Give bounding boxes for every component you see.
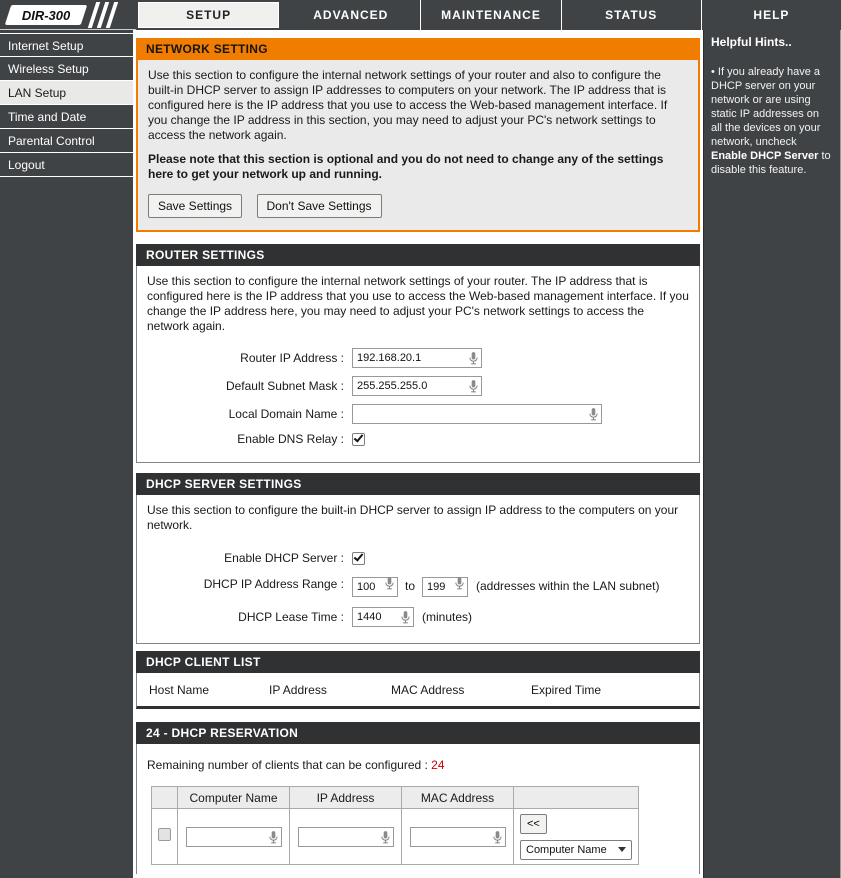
reservation-row: [152, 809, 639, 865]
enable-dhcp-checkbox[interactable]: [352, 552, 365, 565]
client-col-mac-address: MAC Address: [391, 683, 465, 697]
save-settings-button[interactable]: Save Settings: [148, 194, 242, 218]
network-setting-description: Use this section to configure the internal network settings of your router and also to configure the built-in DHCP server to assign IP addresses to computers on your network. The IP address that is configured here is the IP address that you use to access the Web-based management interface. If you change the IP address in this section, you may need to adjust your PC's network settings to access the network again.: [148, 68, 668, 142]
microphone-icon[interactable]: [588, 407, 599, 422]
reservation-row-checkbox[interactable]: [158, 828, 171, 841]
chevron-down-icon: [618, 847, 626, 852]
router-ip-label: Router IP Address :: [240, 351, 344, 365]
tab-maintenance[interactable]: [420, 0, 560, 30]
microphone-icon[interactable]: [268, 830, 279, 845]
router-settings-header: ROUTER SETTINGS: [136, 244, 700, 266]
sidebar-item-parental-control[interactable]: Parental Control: [0, 129, 133, 153]
helpful-hints-body: [711, 65, 833, 177]
microphone-icon[interactable]: [454, 576, 465, 591]
helpful-hints-title: Helpful Hints..: [711, 35, 792, 49]
microphone-icon[interactable]: [468, 379, 479, 394]
dns-relay-checkbox[interactable]: [352, 433, 365, 446]
range-to-word: to: [405, 579, 416, 593]
subnet-mask-input[interactable]: [352, 376, 482, 396]
remaining-clients-text: [147, 758, 689, 772]
dhcp-server-header: DHCP SERVER SETTINGS: [136, 473, 700, 495]
sidebar-item-wireless-setup[interactable]: Wireless Setup: [0, 57, 133, 81]
tab-setup-label: SETUP: [186, 8, 232, 22]
res-col-ip-address: IP Address: [290, 787, 402, 809]
network-setting-box: [136, 60, 700, 232]
client-col-expired-time: Expired Time: [531, 683, 602, 697]
dhcp-server-description: Use this section to configure the built-in DHCP server to assign IP address to the computers on your network.: [147, 503, 679, 532]
client-select-dropdown[interactable]: [520, 840, 632, 860]
enable-dhcp-label: Enable DHCP Server :: [224, 551, 344, 565]
dlink-logo: [0, 0, 136, 30]
dhcp-client-list-columns: [136, 673, 700, 709]
tab-help-label: HELP: [753, 8, 790, 22]
left-sidebar: [0, 30, 133, 878]
client-col-host-name: Host Name: [149, 683, 210, 697]
local-domain-label: Local Domain Name :: [228, 407, 344, 421]
remaining-clients-value: 24: [431, 758, 445, 772]
client-select-value: Computer Name: [526, 843, 607, 856]
microphone-icon[interactable]: [492, 830, 503, 845]
sidebar-item-lan-setup[interactable]: LAN Setup: [0, 81, 133, 105]
tab-help[interactable]: [701, 0, 841, 30]
lease-hint-text: (minutes): [422, 610, 473, 624]
tab-status-label: STATUS: [605, 8, 658, 22]
microphone-icon[interactable]: [400, 610, 411, 625]
top-navigation-bar: [0, 0, 841, 30]
res-col-select: [152, 787, 178, 809]
helpful-hints-panel: [703, 30, 841, 878]
sidebar-item-time-and-date[interactable]: Time and Date: [0, 105, 133, 129]
subnet-mask-label: Default Subnet Mask :: [225, 379, 344, 393]
microphone-icon[interactable]: [380, 830, 391, 845]
logo-text: DIR-300: [21, 7, 71, 22]
res-col-actions: [514, 787, 639, 809]
hints-text-part1: • If you already have a DHCP server on your network or are using static IP addresses on all the devices on your network, uncheck: [711, 66, 821, 148]
tab-setup[interactable]: [138, 2, 279, 28]
dns-relay-label: Enable DNS Relay :: [237, 432, 344, 446]
tab-maintenance-label: MAINTENANCE: [441, 8, 541, 22]
dhcp-reservation-header: 24 - DHCP RESERVATION: [136, 722, 700, 744]
hints-text-part2: to disable this feature.: [711, 150, 831, 176]
dhcp-reservation-table: [151, 786, 639, 865]
router-settings-box: [136, 266, 700, 463]
local-domain-input[interactable]: [352, 404, 602, 424]
logo-stripes-icon: [92, 2, 114, 28]
main-content: [136, 30, 700, 878]
dhcp-range-label: DHCP IP Address Range :: [203, 577, 344, 591]
router-settings-description: Use this section to configure the internal network settings of your router. The IP address that is configured here is the IP address that you use to access the Web-based management interface. If you change the IP address here, you may need to adjust your PC's network settings to access the network again.: [147, 274, 689, 333]
dhcp-reservation-box: [136, 744, 700, 874]
res-col-mac-address: MAC Address: [402, 787, 514, 809]
client-col-ip-address: IP Address: [269, 683, 327, 697]
microphone-icon[interactable]: [384, 576, 395, 591]
tab-advanced-label: ADVANCED: [313, 8, 389, 22]
dont-save-settings-button[interactable]: Don't Save Settings: [257, 194, 382, 218]
lease-time-label: DHCP Lease Time :: [238, 610, 344, 624]
sidebar-item-internet-setup[interactable]: Internet Setup: [0, 33, 133, 57]
range-hint-text: (addresses within the LAN subnet): [476, 579, 660, 593]
sidebar-item-logout[interactable]: Logout: [0, 153, 133, 177]
dhcp-server-box: [136, 495, 700, 644]
logo-plate: [5, 5, 87, 25]
network-setting-note: Please note that this section is optional and you do not need to change any of the settings here to get your network up and running.: [148, 152, 664, 181]
network-setting-header: NETWORK SETTING: [136, 38, 700, 60]
tab-advanced[interactable]: [281, 0, 420, 30]
checkmark-icon: [354, 432, 364, 442]
microphone-icon[interactable]: [468, 351, 479, 366]
dhcp-client-list-header: DHCP CLIENT LIST: [136, 651, 700, 673]
copy-client-button[interactable]: <<: [520, 814, 547, 834]
remaining-clients-label: Remaining number of clients that can be configured :: [147, 758, 428, 772]
tab-status[interactable]: [561, 0, 701, 30]
checkmark-icon: [354, 551, 364, 561]
router-ip-input[interactable]: [352, 348, 482, 368]
hints-text-bold: Enable DHCP Server: [711, 150, 819, 162]
res-col-computer-name: Computer Name: [178, 787, 290, 809]
